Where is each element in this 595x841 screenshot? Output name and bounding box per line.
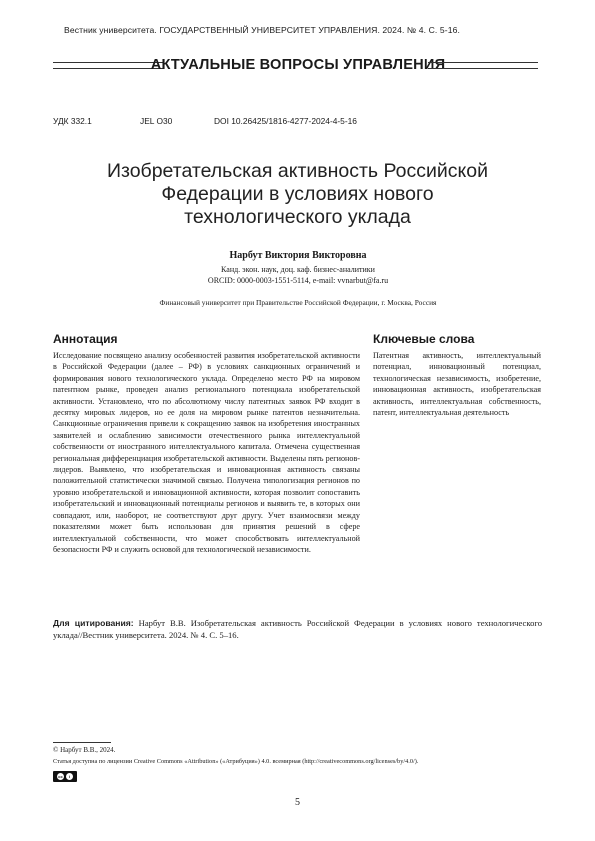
- running-header: Вестник университета. ГОСУДАРСТВЕННЫЙ УНИВЕРСИТЕТ УПРАВЛЕНИЯ. 2024. № 4. С. 5-16.: [64, 25, 460, 35]
- doi: DOI 10.26425/1816-4277-2024-4-5-16: [214, 116, 357, 126]
- creative-commons-by-icon: [53, 771, 77, 782]
- author-name: Нарбут Виктория Викторовна: [229, 250, 367, 261]
- keywords-heading: Ключевые слова: [373, 332, 475, 346]
- udk-code: УДК 332.1: [53, 116, 92, 126]
- footnote-divider: [53, 742, 111, 743]
- abstract-heading: Аннотация: [53, 332, 118, 346]
- cc-mark-icon: cc: [58, 774, 63, 779]
- license-note: Статья доступна по лицензии Creative Commons «Attribution» («Атрибуция») 4.0. всемирная (http://creativecommons.org/licenses/by/4.0/).: [53, 758, 419, 765]
- author-affiliation: Финансовый университет при Правительстве Российской Федерации, г. Москва, Россия: [159, 298, 437, 307]
- by-mark-icon: i: [66, 773, 73, 780]
- citation: [53, 618, 542, 641]
- author-contacts: ORCID: 0000-0003-1551-5114, e-mail: vvnarbut@fa.ru: [207, 276, 389, 285]
- article-title: Изобретательская активность Российской Федерации в условиях нового технологического уклада: [106, 160, 489, 228]
- section-rule-right: [428, 62, 538, 69]
- abstract-text: Исследование посвящено анализу особенностей развития изобретательской активности в Российской Федерации (далее – РФ) в условиях санкционных ограничений и формирования нового технологического уклада. Определено место РФ на мировом патентном рынке, проведен анализ регионального потенциала изобретательской активности. Установлено, что по абсолютному числу патентных заявок РФ входит в десятку мировых лидеров, но ее доля на мировом рынке патентов незначительна. Санкционные ограничения привели к сокращению заявок на изобретения иностранных заявителей и ослаблению зависимости отечественного рынка интеллектуальной собственности от иностранного интеллектуального капитала. Отмечена существенная региональная дифференциация изобретательской активности. Выделены пять регионов-лидеров. Выявлено, что изобретательская и инновационная активность связаны положительной статистически значимой связью. Получена типологизация регионов по уровню изобретательской и инновационной активности, которая позволит сопоставить изобретательский и инновационный потенциалы регионов и выявить те, в которых они совпадают, или, наоборот, не соответствуют друг другу. Учет взаимосвязи между показателями может быть использован для принятия решений в сфере интеллектуальной собственности, что может способствовать интеллектуальной безопасности РФ и служить основой для технологической независимости.: [53, 351, 360, 554]
- citation-label: Для цитирования:: [53, 618, 134, 628]
- page-number: 5: [295, 797, 300, 808]
- jel-code: JEL O30: [140, 116, 173, 126]
- section-title: АКТУАЛЬНЫЕ ВОПРОСЫ УПРАВЛЕНИЯ: [150, 57, 446, 73]
- citation-text: Нарбут В.В. Изобретательская активность Российской Федерации в условиях нового технологического уклада//Вестник университета. 2024. № 4. С. 5–16.: [53, 618, 542, 640]
- author-degree: Канд. экон. наук, доц. каф. бизнес-аналитики: [221, 265, 375, 274]
- keywords-text: Патентная активность, интеллектуальный потенциал, инновационный потенциал, технологическая независимость, изобретение, инновационная активность, изобретательская активность, интеллектуальная собственность, патент, интеллектуальная деятельность: [373, 351, 541, 418]
- section-rule-left: [53, 62, 163, 69]
- copyright: © Нарбут В.В., 2024.: [53, 746, 116, 754]
